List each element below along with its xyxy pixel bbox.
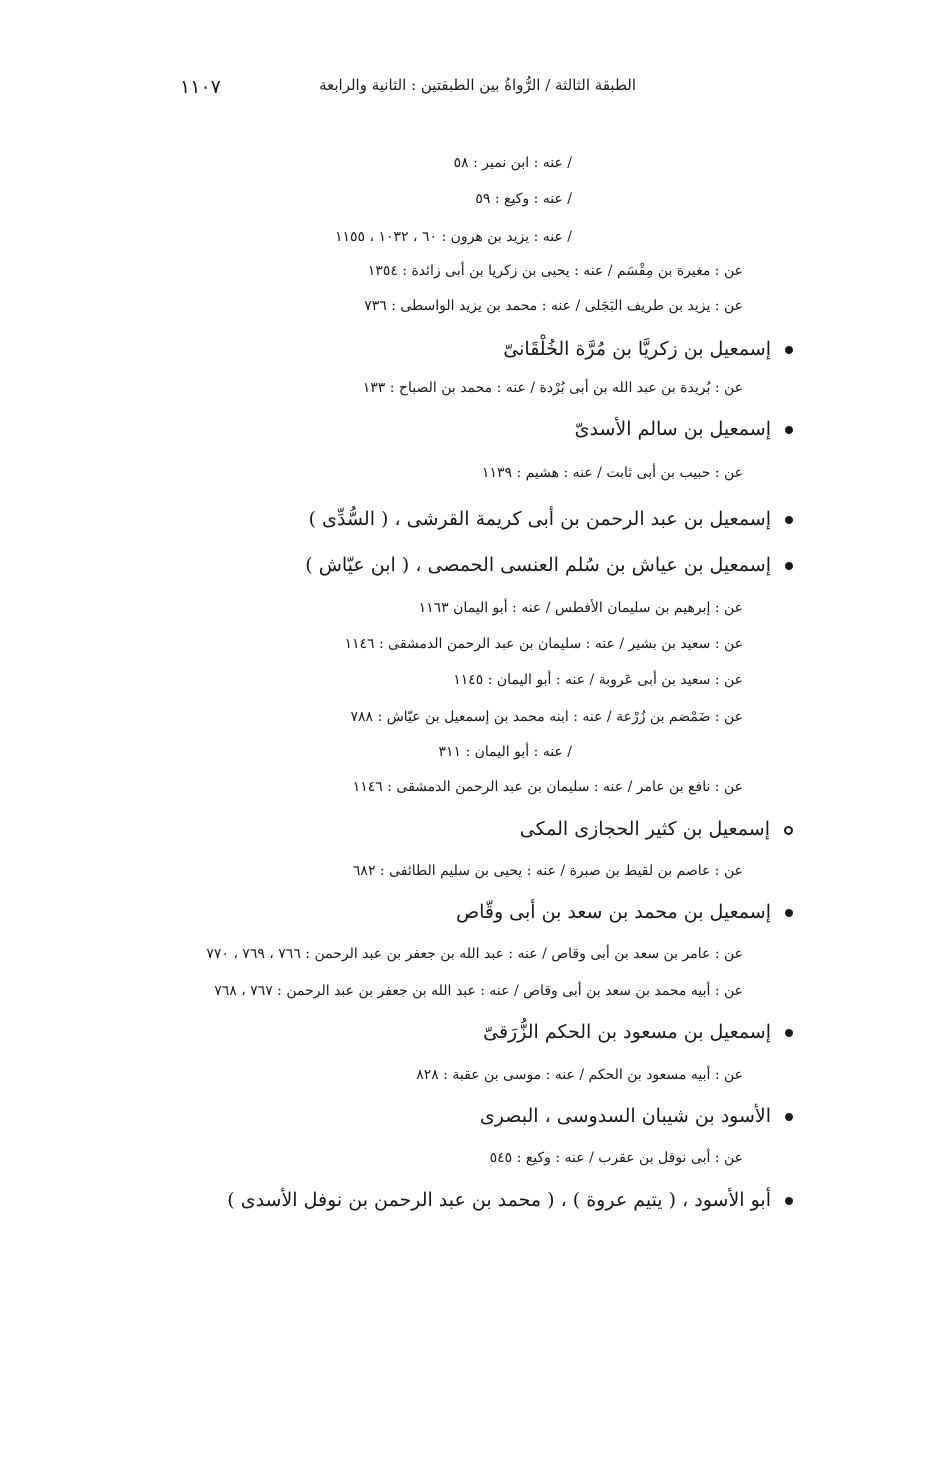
bullet-icon [785,562,793,570]
entry-heading-text: إسمعيل بن زكريَّا بن مُرَّة الخُلْقَانىّ [503,338,771,360]
narration-line: / عنه : أبو اليمان : ٣١١ [438,744,572,760]
narration-line: / عنه : ابن نمير : ٥٨ [453,155,572,171]
narration-line: عن : يزيد بن طريف البَجَلى / عنه : محمد بن يزيد الواسطى : ٧٣٦ [364,298,743,314]
narration-line: عن : عامر بن سعد بن أبى وقاص / عنه : عبد الله بن جعفر بن عبد الرحمن : ٧٦٦ ، ٧٦٩ ، ٧٧٠ [206,946,743,962]
entry-heading [456,903,793,922]
narration-line: عن : سعيد بن بشير / عنه : سليمان بن عبد الرحمن الدمشقى : ١١٤٦ [344,636,743,652]
narration-line: عن : حبيب بن أبى ثابت / عنه : هشيم : ١١٣٩ [481,465,743,481]
narration-line: عن : ضَمْضم بن زُرْعة / عنه : ابنه محمد بن إسمعيل بن عيّاش : ٧٨٨ [350,709,743,725]
narration-line: عن : بُريدة بن عبد الله بن أبى بُرْدة / عنه : محمد بن الصباح : ١٣٣ [362,380,743,396]
narration-line: عن : أبيه مسعود بن الحكم / عنه : موسى بن عقبة : ٨٢٨ [416,1067,743,1083]
bullet-icon [784,826,793,835]
entry-heading [480,1107,793,1126]
bullet-icon [785,1197,793,1205]
bullet-icon [785,1029,793,1037]
narration-line: عن : نافع بن عامر / عنه : سليمان بن عبد الرحمن الدمشقى : ١١٤٦ [352,779,743,795]
narration-line: / عنه : يزيد بن هرون : ٦٠ ، ١٠٣٢ ، ١١٥٥ [334,229,572,245]
entry-heading-text: إسمعيل بن سالم الأسدىّ [574,418,771,440]
entry-heading-text: أبو الأسود ، ( يتيم عروة ) ، ( محمد بن عبد الرحمن بن نوفل الأسدى ) [227,1189,771,1211]
entry-heading [227,1191,793,1210]
entry-heading [520,820,793,839]
entry-heading [309,510,793,529]
entry-heading-text: إسمعيل بن محمد بن سعد بن أبى وقّاص [456,901,771,923]
narration-line: عن : سعيد بن أبى عَروبة / عنه : أبو اليمان : ١١٤٥ [453,672,743,688]
narration-line: عن : عاصم بن لقيط بن صبرة / عنه : يحيى بن سليم الطائفى : ٦٨٢ [352,863,743,879]
narration-line: عن : إبرهيم بن سليمان الأفطس / عنه : أبو اليمان ١١٦٣ [418,600,743,616]
bullet-icon [785,516,793,524]
entry-heading-text: الأسود بن شيبان السدوسى ، البصرى [479,1105,771,1127]
narration-line: عن : أبى نوفل بن عقرب / عنه : وكيع : ٥٤٥ [489,1150,743,1166]
bullet-icon [785,346,793,354]
entry-heading [305,556,793,575]
entry-heading-text: إسمعيل بن كثير الحجازى المكى [519,818,770,840]
bullet-icon [785,909,793,917]
bullet-icon [785,1113,793,1121]
entry-heading [503,340,793,359]
entry-heading [483,1023,793,1042]
bullet-icon [785,426,793,434]
entry-heading-text: إسمعيل بن عبد الرحمن بن أبى كريمة القرشى ، ( السُّدِّى ) [308,508,771,530]
entry-heading [575,420,793,439]
entry-heading-text: إسمعيل بن عياش بن سُلم العنسى الحمصى ، ( ابن عيّاش ) [305,554,771,576]
entry-heading-text: إسمعيل بن مسعود بن الحكم الزُّرَقىّ [483,1021,771,1043]
narration-line: عن : أبيه محمد بن سعد بن أبى وقاص / عنه : عبد الله بن جعفر بن عبد الرحمن : ٧٦٧ ، ٧٦٨ [214,983,743,999]
page-number: ١١٠٧ [180,76,221,98]
narration-line: / عنه : وكيع : ٥٩ [475,191,572,207]
narration-line: عن : مغيرة بن مِقْسَم / عنه : يحيى بن زكريا بن أبى زائدة : ١٣٥٤ [367,263,743,279]
running-header: الطبقة الثالثة / الرُّواةُ بين الطبقتين : الثانية والرابعة [319,76,636,94]
